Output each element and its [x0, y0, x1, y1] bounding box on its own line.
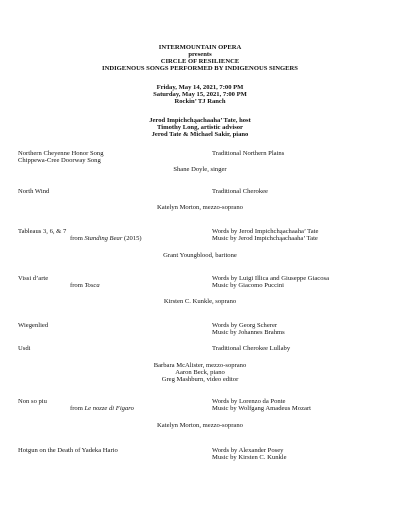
- performer: Katelyn Morton, mezzo-soprano: [157, 204, 243, 211]
- date-saturday: Saturday, May 15, 2021, 7:00 PM: [153, 91, 247, 98]
- credit-advisor: Timothy Long, artistic advisor: [157, 124, 243, 131]
- song-title: Vissi d’arte: [18, 275, 49, 282]
- performer: Katelyn Morton, mezzo-soprano: [157, 422, 243, 429]
- song-credit: Music by Kirsten C. Kunkle: [212, 454, 287, 461]
- song-credit: Words by Jerod Impichchąachaaha’ Tate: [212, 228, 319, 235]
- concert-title: CIRCLE OF RESILIENCE: [160, 58, 240, 65]
- song-source: from Le nozze di Figaro: [70, 405, 134, 412]
- concert-subtitle: INDIGENOUS SONGS PERFORMED BY INDIGENOUS SINGERS: [102, 65, 298, 72]
- song-credit: Traditional Cherokee: [212, 188, 268, 195]
- performer: Grant Youngblood, baritone: [163, 252, 237, 259]
- song-credit: Words by Lorenzo da Ponte: [212, 398, 286, 405]
- song-credit: Music by Wolfgang Amadeus Mozart: [212, 405, 311, 412]
- venue: Rockin’ TJ Ranch: [174, 98, 226, 105]
- organization-name: INTERMOUNTAIN OPERA: [158, 44, 242, 51]
- song-source: from Standing Bear (2015): [70, 235, 142, 242]
- song-credit: Traditional Northern Plains: [212, 150, 285, 157]
- date-friday: Friday, May 14, 2021, 7:00 PM: [156, 84, 244, 91]
- song-credit: Music by Johannes Brahms: [212, 329, 285, 336]
- song-credit: Music by Jerod Impichchąachaaha’ Tate: [212, 235, 318, 242]
- song-title: Usdi: [18, 345, 31, 352]
- song-title: Northern Cheyenne Honor Song: [18, 150, 104, 157]
- song-title: North Wind: [18, 188, 50, 195]
- presents-line: presents: [188, 51, 212, 58]
- credit-piano: Jerod Tate & Michael Sakir, piano: [151, 131, 249, 138]
- song-credit: Traditional Cherokee Lullaby: [212, 345, 291, 352]
- song-title: Wiegenlied: [18, 322, 49, 329]
- song-credit: Words by Alexander Posey: [212, 447, 284, 454]
- performer: Greg Mashburn, video editor: [161, 376, 239, 383]
- song-credit: Music by Giacomo Puccini: [212, 282, 284, 289]
- song-title: Non so piu: [18, 398, 47, 405]
- performer: Aaron Beck, piano: [175, 369, 225, 376]
- song-title: Chippewa-Cree Doorway Song: [18, 157, 101, 164]
- song-title: Hotgun on the Death of Yadeka Hario: [18, 447, 118, 454]
- credit-host: Jerod Impichchąachaaha’ Tate, host: [149, 117, 251, 124]
- performer: Barbara McAlister, mezzo-soprano: [153, 362, 247, 369]
- song-credit: Words by Luigi Illica and Giuseppe Giacosa: [212, 275, 330, 282]
- work-title: Tosca: [84, 282, 100, 289]
- work-title: Standing Bear: [84, 235, 123, 242]
- performer: Shane Doyle, singer: [173, 166, 227, 173]
- work-title: Le nozze di Figaro: [84, 405, 134, 412]
- song-credit: Words by Georg Scherer: [212, 322, 278, 329]
- performer: Kirsten C. Kunkle, soprano: [163, 298, 237, 305]
- song-title: Tableaus 3, 6, & 7: [18, 228, 67, 235]
- song-source: from Tosca: [70, 282, 100, 289]
